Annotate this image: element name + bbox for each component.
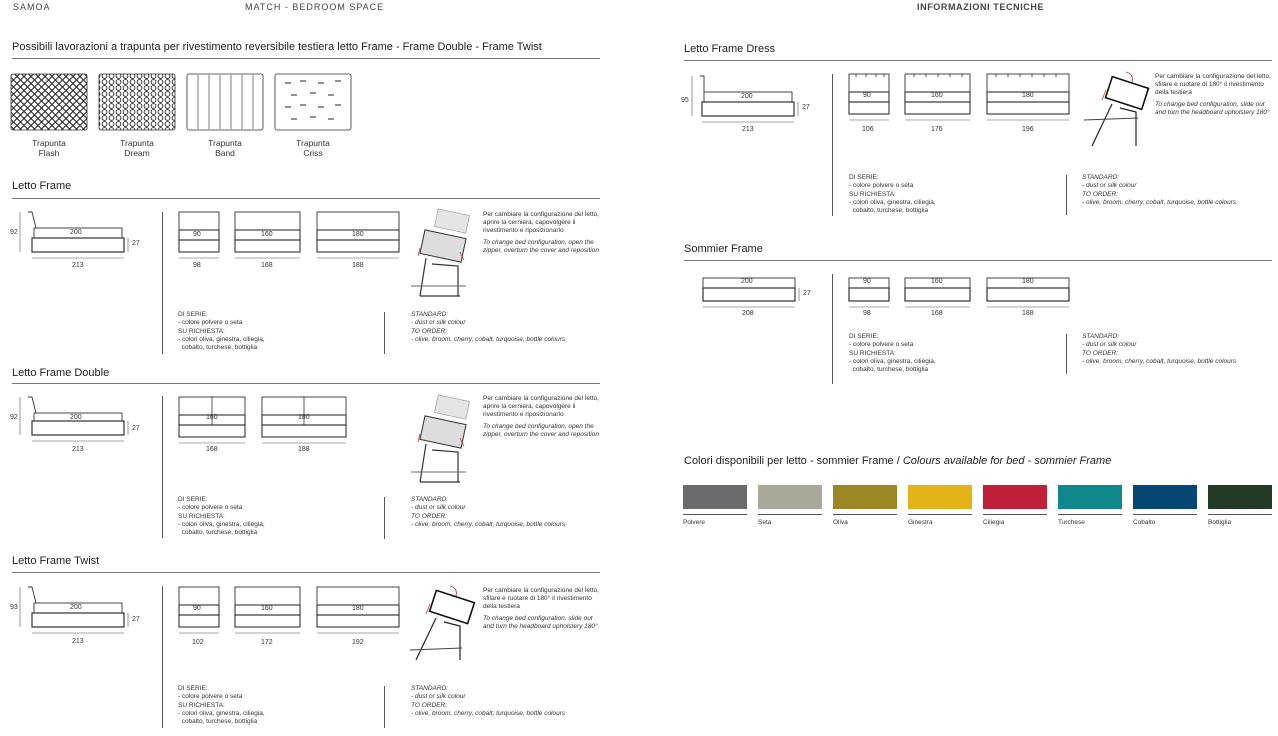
quilting-title: Possibili lavorazioni a trapunta per rivestimento reversibile testiera letto Frame - Frame Double - Frame Twist: [12, 41, 542, 53]
headboard-rotate-illustration: [406, 584, 476, 669]
headboard-flip-illustration: [406, 208, 476, 303]
size-160: 160: [206, 414, 218, 421]
colour-swatch-bottiglia: [1208, 485, 1272, 526]
dim-length: 213: [742, 126, 754, 133]
outer-196: 196: [1022, 126, 1034, 133]
frame-dress-side-view: [684, 72, 824, 134]
divider: [384, 686, 385, 728]
section-rule: [12, 383, 600, 384]
quilt-band-caption: Trapunta Band: [208, 138, 242, 158]
size-180: 180: [352, 231, 364, 238]
outer-172: 172: [261, 639, 273, 646]
divider: [1066, 334, 1067, 374]
finishes-it: DI SERIE: - colore polvere o seta SU RICHIESTA: - colori oliva, ginestra, ciliegia, cobalto, turchese, bottiglia: [849, 174, 936, 215]
finishes-it: DI SERIE: - colore polvere o seta SU RICHIESTA: - colori oliva, ginestra, ciliegia, cobalto, turchese, bottiglia: [178, 496, 265, 537]
quilt-criss-sample: [275, 74, 351, 130]
note-open: Per cambiare la configurazione del letto, aprire la cerniera, capovolgere il rivestimento e riposizionarlo To change bed configuration, open the zipper, overturn the cover and reposition: [483, 395, 599, 438]
size-180: 180: [1022, 92, 1034, 99]
finishes-it: DI SERIE: - colore polvere o seta SU RICHIESTA: - colori oliva, ginestra, ciliegia, cobalto, turchese, bottiglia: [178, 311, 265, 352]
dim-side: 27: [803, 290, 811, 297]
outer-192: 192: [352, 639, 364, 646]
swatch-label: Polvere: [683, 519, 706, 526]
section-rule: [12, 572, 600, 573]
outer-98: 98: [193, 262, 201, 269]
dim-width: 200: [70, 414, 82, 421]
colour-swatch-ciliegia: [983, 485, 1047, 526]
outer-176: 176: [931, 126, 943, 133]
dim-side: 27: [132, 616, 140, 623]
quilt-dream-sample: [99, 74, 175, 130]
frame-dress-front-views: [846, 72, 1076, 124]
dim-width: 200: [70, 604, 82, 611]
outer-168: 168: [206, 446, 218, 453]
quilt-band-sample: [187, 74, 263, 130]
dim-width: 200: [70, 229, 82, 236]
swatch-label: Oliva: [833, 519, 848, 526]
finishes-it: DI SERIE: - colore polvere o seta SU RICHIESTA: - colori oliva, ginestra, ciliegia, cobalto, turchese, bottiglia: [178, 685, 265, 726]
colour-swatch-turchese: [1058, 485, 1122, 526]
divider: [162, 396, 163, 538]
dim-length: 213: [72, 262, 84, 269]
page-section-title: INFORMAZIONI TECNICHE: [917, 2, 1045, 12]
swatch-colour: [833, 485, 897, 509]
dim-height: 95: [681, 97, 689, 104]
section-rule: [684, 60, 1272, 61]
finishes-en: STANDARD: - dust or silk colour TO ORDER: - olive, broom, cherry, cobalt, turquoise, bottle colours: [411, 311, 566, 343]
outer-102: 102: [192, 639, 204, 646]
finishes-en: STANDARD: - dust or silk colour TO ORDER: - olive, broom, cherry, cobalt, turquoise, bottle colours: [411, 496, 566, 528]
finishes-en: STANDARD: - dust or silk colour TO ORDER: - olive, broom, cherry, cobalt, turquoise, bottle colours: [411, 685, 566, 717]
finishes-it: DI SERIE: - colore polvere o seta SU RICHIESTA: - colori oliva, ginestra, ciliegia, cobalto, turchese, bottiglia: [849, 333, 936, 374]
dim-height: 92: [10, 229, 18, 236]
finishes-en: STANDARD: - dust or silk colour TO ORDER: - olive, broom, cherry, cobalt, turquoise, bottle colours: [1082, 333, 1237, 365]
colour-swatch-polvere: [683, 485, 747, 526]
swatch-rule: [908, 514, 972, 515]
swatch-colour: [908, 485, 972, 509]
section-title-sommier: Sommier Frame: [684, 243, 763, 255]
size-160: 160: [261, 605, 273, 612]
outer-106: 106: [862, 126, 874, 133]
quilt-flash-caption: Trapunta Flash: [32, 138, 66, 158]
brand-label: SAMOA: [13, 2, 51, 12]
colour-swatch-ginestra: [908, 485, 972, 526]
dim-length: 213: [72, 638, 84, 645]
quilt-dream-caption: Trapunta Dream: [120, 138, 154, 158]
colour-swatch-oliva: [833, 485, 897, 526]
section-title-frame-dress: Letto Frame Dress: [684, 43, 776, 55]
swatch-colour: [683, 485, 747, 509]
sommier-front-views: [846, 272, 1076, 322]
swatch-rule: [683, 514, 747, 515]
note-rotate: Per cambiare la configurazione del letto, sfilare e ruotare di 180° il rivestimento della testiera To change bed configuration, slide out and turn the headboard upholstery 180°: [483, 587, 599, 630]
frame-double-front-views: [176, 395, 356, 447]
swatch-label: Seta: [758, 519, 772, 526]
swatch-label: Bottiglia: [1208, 519, 1232, 526]
dim-side: 27: [802, 104, 810, 111]
outer-168: 168: [261, 262, 273, 269]
section-rule: [684, 260, 1272, 261]
swatch-rule: [758, 514, 822, 515]
headboard-rotate-illustration: [1080, 70, 1152, 155]
outer-188: 188: [298, 446, 310, 453]
colour-swatch-cobalto: [1133, 485, 1197, 526]
dim-side: 27: [132, 240, 140, 247]
size-160: 160: [261, 231, 273, 238]
swatch-rule: [833, 514, 897, 515]
size-90: 90: [863, 92, 871, 99]
dim-length: 213: [72, 446, 84, 453]
divider: [832, 274, 833, 384]
frame-front-views: [176, 210, 406, 262]
colours-title: Colori disponibili per letto - sommier Frame / Colours available for bed - sommier Frame: [684, 455, 1112, 467]
outer-188: 188: [1022, 310, 1034, 317]
size-160: 160: [931, 278, 943, 285]
colour-swatch-seta: [758, 485, 822, 526]
dim-width: 200: [741, 278, 753, 285]
headboard-flip-illustration: [406, 394, 476, 489]
swatch-colour: [983, 485, 1047, 509]
size-90: 90: [193, 605, 201, 612]
divider: [384, 312, 385, 354]
swatch-rule: [1058, 514, 1122, 515]
divider: [832, 74, 833, 216]
swatch-colour: [1208, 485, 1272, 509]
section-title-frame-double: Letto Frame Double: [12, 367, 110, 379]
finishes-en: STANDARD: - dust or silk colour TO ORDER: - olive, broom, cherry, cobalt, turquoise, bottle colours: [1082, 174, 1237, 206]
swatch-label: Ciliegia: [983, 519, 1005, 526]
dim-length: 208: [742, 310, 754, 317]
section-rule: [12, 198, 600, 199]
section-title-frame: Letto Frame: [12, 180, 72, 192]
note-open: Per cambiare la configurazione del letto, aprire la cerniera, capovolgere il rivestimento e riposizionarlo To change bed configuration, open the zipper, overturn the cover and reposition: [483, 211, 599, 254]
size-90: 90: [193, 231, 201, 238]
swatch-colour: [1133, 485, 1197, 509]
swatch-label: Ginestra: [908, 519, 933, 526]
divider: [1066, 175, 1067, 215]
outer-168: 168: [931, 310, 943, 317]
swatch-colour: [758, 485, 822, 509]
size-180: 180: [352, 605, 364, 612]
size-180: 180: [298, 414, 310, 421]
divider: [384, 497, 385, 539]
swatch-label: Turchese: [1058, 519, 1085, 526]
sommier-side-view: [700, 272, 820, 322]
quilting-samples: [10, 73, 355, 133]
swatch-colour: [1058, 485, 1122, 509]
dim-height: 92: [10, 414, 18, 421]
divider: [162, 586, 163, 728]
size-160: 160: [931, 92, 943, 99]
quilt-flash-sample: [11, 74, 87, 130]
page-subtitle: MATCH - BEDROOM SPACE: [245, 2, 385, 12]
divider: [162, 212, 163, 354]
size-180: 180: [1022, 278, 1034, 285]
note-rotate: Per cambiare la configurazione del letto, sfilare e ruotare di 180° il rivestimento della testiera To change bed configuration, slide out and turn the headboard upholstery 180°: [1155, 73, 1271, 116]
size-90: 90: [863, 278, 871, 285]
swatch-label: Cobalto: [1133, 519, 1156, 526]
dim-height: 93: [10, 604, 18, 611]
outer-98: 98: [863, 310, 871, 317]
colour-swatches: [683, 485, 1273, 530]
quilting-rule: [12, 58, 600, 59]
frame-twist-front-views: [176, 585, 406, 637]
section-title-frame-twist: Letto Frame Twist: [12, 555, 100, 567]
swatch-rule: [1133, 514, 1197, 515]
swatch-rule: [983, 514, 1047, 515]
quilt-criss-caption: Trapunta Criss: [296, 138, 330, 158]
dim-side: 27: [132, 425, 140, 432]
swatch-rule: [1208, 514, 1272, 515]
dim-width: 200: [741, 93, 753, 100]
outer-188: 188: [352, 262, 364, 269]
